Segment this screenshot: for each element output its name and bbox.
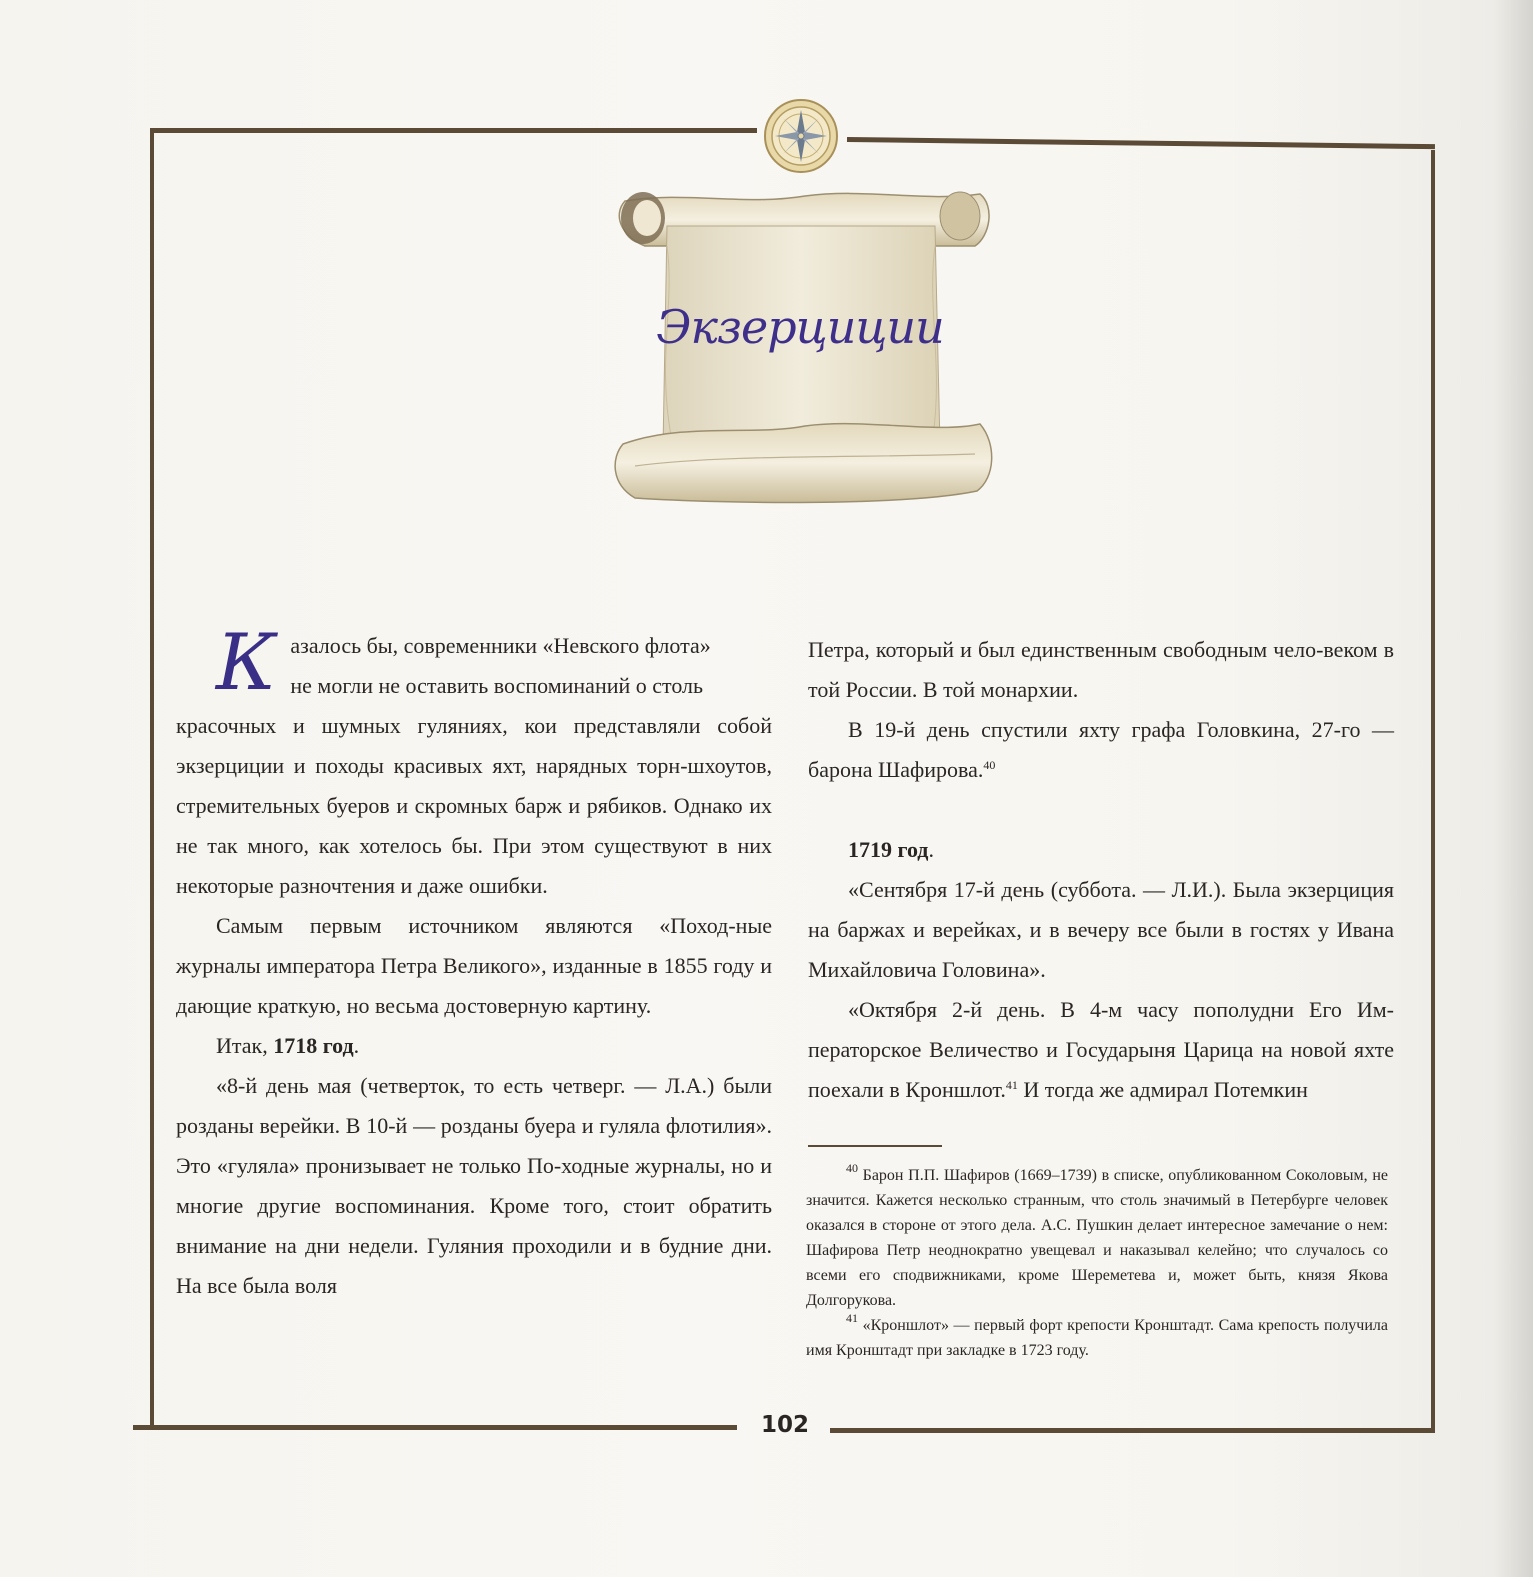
footnote-41-text: «Кроншлот» — первый форт крепости Кронштадт. Сама крепость получила имя Кронштадт при закладке в 1723 году. bbox=[806, 1317, 1388, 1359]
september-entry-paragraph: «Сентября 17-й день (суббота. — Л.И.). Была экзерциция на баржах и верейках, и в вечеру все были в гостях у Ивана Михайловича Головина». bbox=[808, 877, 1394, 982]
year-1719-heading bbox=[808, 830, 1394, 870]
year-1718-prefix: Итак, bbox=[216, 1033, 274, 1058]
frame-left-border bbox=[150, 128, 154, 1430]
opening-line-1: азалось бы, современники «Невского флота» bbox=[290, 633, 711, 658]
october-entry-continuation: И тогда же адмирал Потемкин bbox=[1017, 1077, 1308, 1102]
paragraph-gap bbox=[808, 790, 1394, 830]
year-1719-suffix: . bbox=[928, 837, 934, 862]
sources-paragraph: Самым первым источником являются «Поход-ные журналы императора Петра Великого», изданные в 1855 году и дающие краткую, но весьма достоверную картину. bbox=[176, 913, 772, 1018]
yacht-launch-paragraph bbox=[808, 710, 1394, 790]
may-entry-paragraph: «8-й день мая (четверток, то есть четверг. — Л.А.) были розданы верейки. В 10-й — розданы буера и гуляла флотилия». Это «гуляла» пронизывает не только По-ходные журналы, но и многие другие воспоминания. Кроме того, стоит обратить внимание на дни недели. Гуляния проходили и в будние дни. На все была воля bbox=[176, 1073, 772, 1298]
continuation-paragraph: Петра, который и был единственным свободным чело-веком в той России. В той монархии. bbox=[808, 637, 1394, 702]
left-text-column bbox=[176, 618, 772, 1306]
footnote-40 bbox=[806, 1163, 1388, 1313]
opening-paragraph bbox=[176, 618, 772, 906]
footnote-ref-40: 40 bbox=[983, 758, 996, 772]
october-entry-paragraph bbox=[808, 990, 1394, 1110]
footnote-41-number: 41 bbox=[846, 1311, 858, 1325]
october-entry-text: «Октября 2-й день. В 4-м часу пополудни Его Им-ператорское Величество и Государыня Царица на новой яхте поехали в Кроншлот. bbox=[808, 997, 1394, 1102]
opening-line-2: не могли не оставить воспоминаний о столь bbox=[290, 673, 704, 698]
footnote-separator bbox=[808, 1145, 942, 1147]
frame-right-border bbox=[1431, 150, 1435, 1433]
page-edge-shadow bbox=[1493, 0, 1533, 1577]
year-1718-paragraph bbox=[176, 1026, 772, 1066]
section-title: Экзерциции bbox=[656, 300, 944, 354]
year-1718-label: 1718 год bbox=[273, 1033, 354, 1058]
footnote-40-text: Барон П.П. Шафиров (1669–1739) в списке, опубликованном Соколовым, не значится. Кажется несколько странным, что столь значимый в Петербурге человек оказался в стороне от этого дела. А.С. Пушкин делает интересное замечание о нем: Шафирова Петр неоднократно увещевал и наказывал келейно; что случалось со всеми его сподвижниками, кроме Шереметева и, может быть, князя Якова Долгорукова. bbox=[806, 1167, 1388, 1309]
page-number: 102 bbox=[760, 1412, 809, 1438]
frame-top-right-border bbox=[847, 137, 1435, 149]
opening-paragraph-rest: красочных и шумных гуляниях, кои представляли собой экзерциции и походы красивых яхт, нарядных торн-шхоутов, стремительных буеров и скромных барж и рябиков. Однако их не так много, как хотелось бы. При этом существуют в них некоторые разночтения и даже ошибки. bbox=[176, 713, 772, 898]
year-1718-suffix: . bbox=[353, 1033, 360, 1058]
drop-cap: К bbox=[216, 618, 277, 708]
frame-top-left-border bbox=[150, 128, 757, 133]
compass-rose-icon bbox=[763, 98, 839, 174]
frame-bottom-left-border bbox=[133, 1425, 737, 1430]
right-text-column bbox=[808, 630, 1394, 1110]
footnotes-block bbox=[806, 1163, 1388, 1363]
yacht-launch-text: В 19-й день спустили яхту графа Головкина, 27-го — барона Шафирова. bbox=[808, 717, 1394, 782]
footnote-41 bbox=[806, 1313, 1388, 1363]
footnote-ref-41: 41 bbox=[1005, 1078, 1018, 1092]
year-1719-label: 1719 год bbox=[848, 837, 929, 862]
frame-bottom-right-border bbox=[830, 1428, 1435, 1433]
footnote-40-number: 40 bbox=[846, 1161, 858, 1175]
